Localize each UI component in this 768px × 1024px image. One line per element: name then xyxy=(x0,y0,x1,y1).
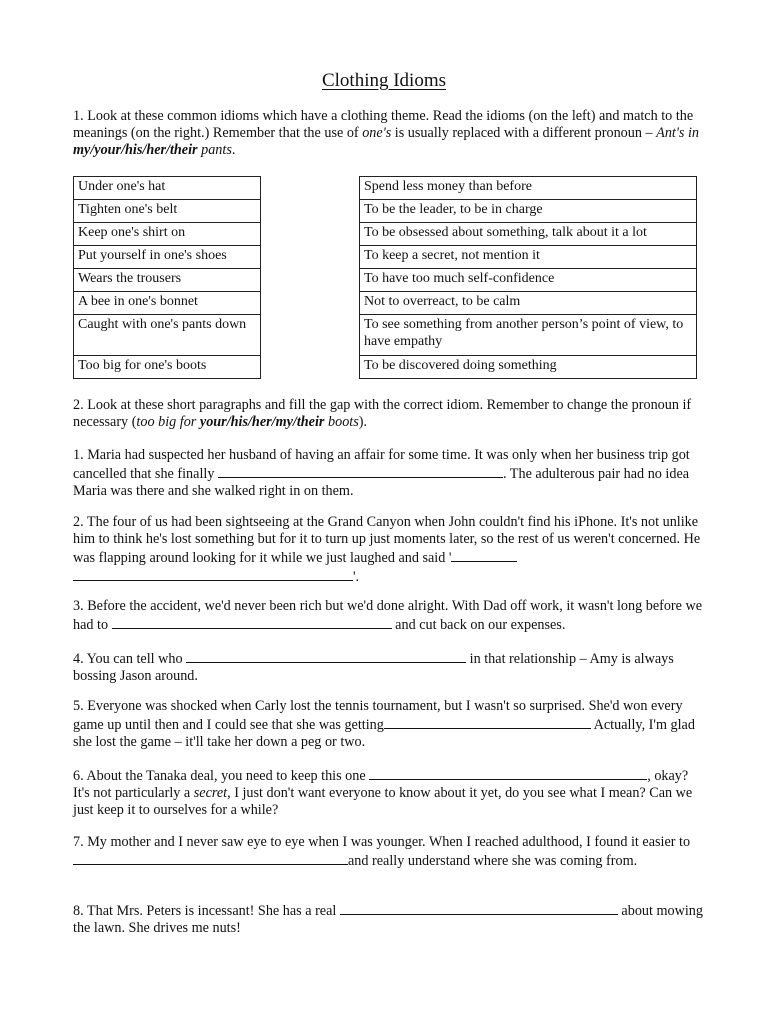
meaning-cell: To have too much self-confidence xyxy=(360,269,697,292)
meaning-cell: To keep a secret, not mention it xyxy=(360,246,697,269)
meaning-cell: To be the leader, to be in charge xyxy=(360,200,697,223)
idiom-cell: Wears the trousers xyxy=(74,269,261,292)
answer-blank-2b[interactable] xyxy=(73,567,353,581)
answer-blank-7[interactable] xyxy=(73,851,348,865)
meaning-cell: To be discovered doing something xyxy=(360,356,697,379)
idiom-cell: Put yourself in one's shoes xyxy=(74,246,261,269)
meanings-table xyxy=(359,176,697,379)
idioms-table xyxy=(73,176,261,379)
question-2: 2. The four of us had been sightseeing at the Grand Canyon when John couldn't find his iPhone. It's not unlike him to think he's lost something but for it to turn up just moments later, so the rest of us weren't concerned. He was flapping around looking for it while we just laughed and said ' '. xyxy=(73,514,701,585)
idiom-cell: Caught with one's pants down xyxy=(74,315,261,356)
question-3: 3. Before the accident, we'd never been rich but we'd done alright. With Dad off work, it wasn't long before we had to and cut back on our expenses. xyxy=(73,598,703,633)
idiom-cell: Keep one's shirt on xyxy=(74,223,261,246)
question-7: 7. My mother and I never saw eye to eye when I was younger. When I reached adulthood, I found it easier to and really understand where she was coming from. xyxy=(73,834,691,869)
question-4: 4. You can tell who in that relationship – Amy is always bossing Jason around. xyxy=(73,651,674,684)
question-1: 1. Maria had suspected her husband of having an affair for some time. It was only when her business trip got cancelled that she finally . The adulterous pair had no idea Maria was there and she walked right in on them. xyxy=(73,447,690,499)
answer-blank-2a[interactable] xyxy=(451,548,517,562)
answer-blank-6[interactable] xyxy=(369,766,647,780)
idiom-cell: Too big for one's boots xyxy=(74,356,261,379)
page-title: Clothing Idioms xyxy=(321,70,447,91)
answer-blank-1[interactable] xyxy=(218,464,503,478)
idiom-cell: Under one's hat xyxy=(74,177,261,200)
question-6: 6. About the Tanaka deal, you need to keep this one , okay? It's not particularly a secret, I just don't want everyone to know about it yet, do you see what I mean? Can we just keep it to ourselves for a while? xyxy=(73,768,693,818)
answer-blank-5[interactable] xyxy=(384,715,591,729)
idiom-cell: A bee in one's bonnet xyxy=(74,292,261,315)
section2-intro: 2. Look at these short paragraphs and fill the gap with the correct idiom. Remember to change the pronoun if necessary (too big for your/his/her/my/their boots). xyxy=(73,397,692,430)
meaning-cell: Not to overreact, to be calm xyxy=(360,292,697,315)
answer-blank-8[interactable] xyxy=(340,901,618,915)
meaning-cell: To be obsessed about something, talk about it a lot xyxy=(360,223,697,246)
meaning-cell: To see something from another person’s point of view, to have empathy xyxy=(360,315,697,356)
question-5: 5. Everyone was shocked when Carly lost the tennis tournament, but I wasn't so surprised. She'd won every game up until then and I could see that she was getting Actually, I'm glad she lost the game – it'll take her down a peg or two. xyxy=(73,698,695,750)
idiom-cell: Tighten one's belt xyxy=(74,200,261,223)
meaning-cell: Spend less money than before xyxy=(360,177,697,200)
section1-intro: 1. Look at these common idioms which have a clothing theme. Read the idioms (on the left) and match to the meanings (on the right.) Remember that the use of one's is usually replaced with a different pronoun – Ant's in my/your/his/her/their pants. xyxy=(73,108,699,158)
answer-blank-3[interactable] xyxy=(112,615,392,629)
answer-blank-4[interactable] xyxy=(186,649,466,663)
question-8: 8. That Mrs. Peters is incessant! She has a real about mowing the lawn. She drives me nuts! xyxy=(73,903,703,936)
